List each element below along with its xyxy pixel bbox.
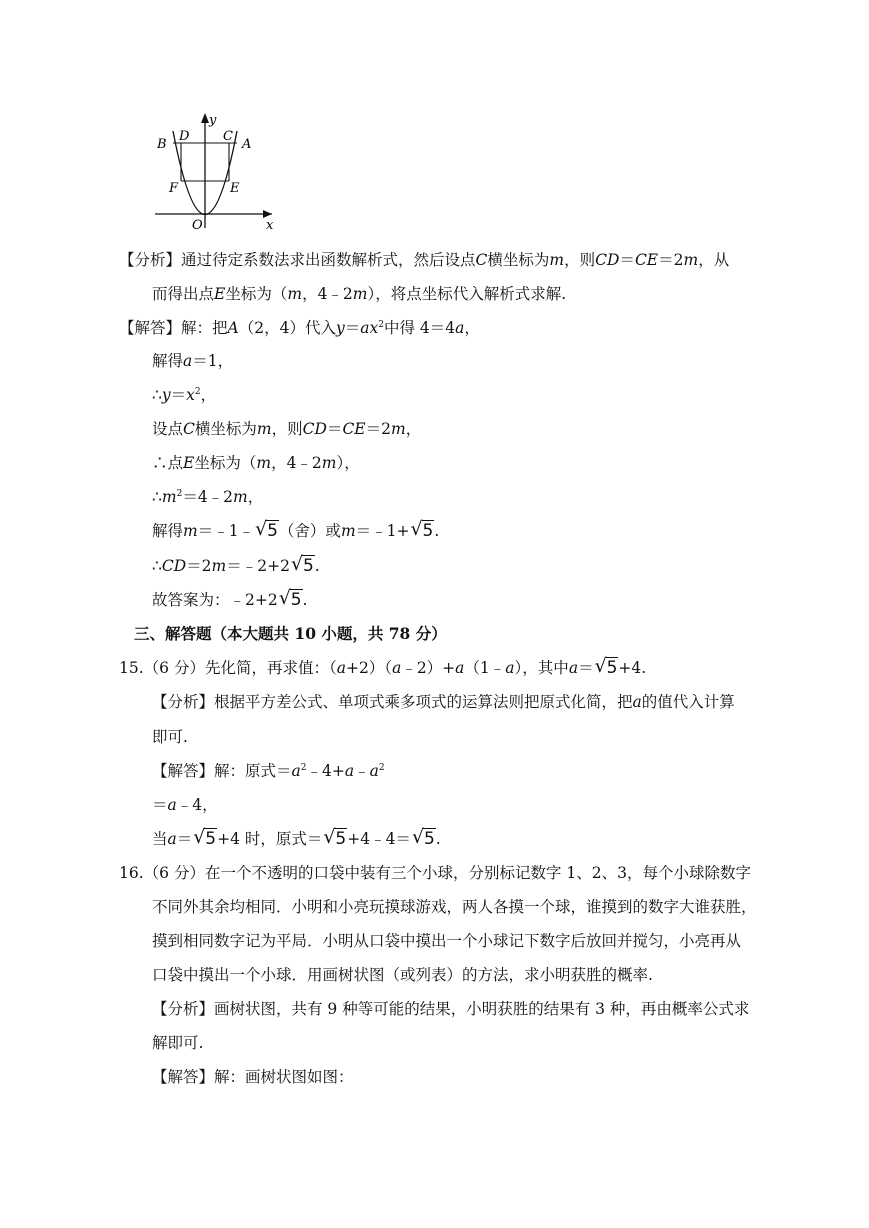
- answer-line-6: $\therefore m^2=4﹣2m$，: [152, 488, 264, 506]
- question-16-line-3: 摸到相同数字记为平局．小明从口袋中摸出一个小球记下数字后放回并搅匀，小亮再从: [152, 932, 742, 950]
- label-x: x: [266, 218, 274, 233]
- label-E: E: [230, 181, 240, 196]
- y-axis-arrow: [201, 113, 209, 123]
- label-O: O: [192, 218, 203, 233]
- label-C: C: [223, 129, 233, 144]
- label-y: y: [209, 113, 217, 128]
- q15-analysis-line-2: 即可.: [152, 728, 188, 746]
- parabola-figure: [150, 110, 280, 235]
- label-D: D: [179, 129, 190, 144]
- sqrt-5: √ 5: [255, 518, 278, 541]
- answer-line-7: 解得m＝﹣1﹣ √ 5（舍）或m＝﹣1+ √ 5.: [152, 518, 440, 541]
- sqrt-5: √ 5: [290, 553, 314, 576]
- answer-line-3: $\therefore y=x^2$，: [152, 386, 217, 404]
- answer-line-9: 故答案为：﹣2+2 √ 5.: [152, 587, 308, 610]
- analysis-line-1: 【分析】通过待定系数法求出函数解析式，然后设点C横坐标为m，则CD＝CE＝2m，从: [119, 251, 730, 269]
- q16-analysis-line-2: 解即可.: [152, 1034, 204, 1052]
- sqrt-5: √ 5: [278, 587, 302, 610]
- sqrt-5: √ 5: [410, 518, 434, 541]
- sqrt-5: √ 5: [323, 826, 347, 849]
- question-16-line-1: 16.（6 分）在一个不透明的口袋中装有三个小球，分别标记数字 1、2、3，每个小球除数字: [119, 864, 751, 882]
- answer-line-2: 解得a＝1，: [152, 352, 234, 370]
- question-16-line-2: 不同外其余均相同．小明和小亮玩摸球游戏，两人各摸一个球，谁摸到的数字大谁获胜，: [152, 898, 757, 916]
- label-A: A: [242, 137, 252, 152]
- q15-answer-line-2: ＝a﹣4，: [152, 796, 218, 814]
- q16-answer-line-1: 【解答】解：画树状图如图：: [152, 1068, 354, 1086]
- answer-line-4: 设点C横坐标为m，则CD＝CE＝2m，: [152, 420, 422, 438]
- section-heading: 三、解答题（本大题共 10 小题，共 78 分）: [134, 624, 447, 643]
- sqrt-5: √ 5: [193, 826, 217, 849]
- q15-answer-line-3: 当a＝ √ 5+4 时，原式＝ √ 5+4﹣4＝ √ 5.: [152, 826, 441, 849]
- question-16-line-4: 口袋中摸出一个小球．用画树状图（或列表）的方法，求小明获胜的概率.: [152, 966, 653, 984]
- sqrt-5: √ 5: [411, 826, 435, 849]
- q15-analysis-line-1: 【分析】根据平方差公式、单项式乘多项式的运算法则把原式化简，把a的值代入计算: [152, 693, 735, 711]
- answer-line-1: 【解答】解：把A（2，4）代入$y=ax^2$中得 4＝4a，: [119, 319, 480, 337]
- q16-analysis-line-1: 【分析】画树状图，共有 9 种等可能的结果，小明获胜的结果有 3 种，再由概率公式求: [152, 1000, 750, 1018]
- question-15: 15.（6 分）先化简，再求值：（a+2）（a﹣2）+a（1﹣a），其中a＝ √ 5+4.: [119, 655, 647, 678]
- answer-line-5: ∴点E坐标为（m，4﹣2m），: [152, 454, 360, 472]
- analysis-line-2: 而得出点E坐标为（m，4﹣2m），将点坐标代入解析式求解.: [152, 285, 567, 303]
- q15-answer-line-1: 【解答】解：原式$=a^2﹣4+a﹣a^2$: [152, 762, 385, 780]
- label-B: B: [157, 137, 167, 152]
- label-F: F: [169, 181, 179, 196]
- x-axis-arrow: [263, 210, 272, 218]
- answer-line-8: ∴CD＝2m＝﹣2+2 √ 5.: [152, 553, 320, 576]
- sqrt-5: √ 5: [594, 655, 618, 678]
